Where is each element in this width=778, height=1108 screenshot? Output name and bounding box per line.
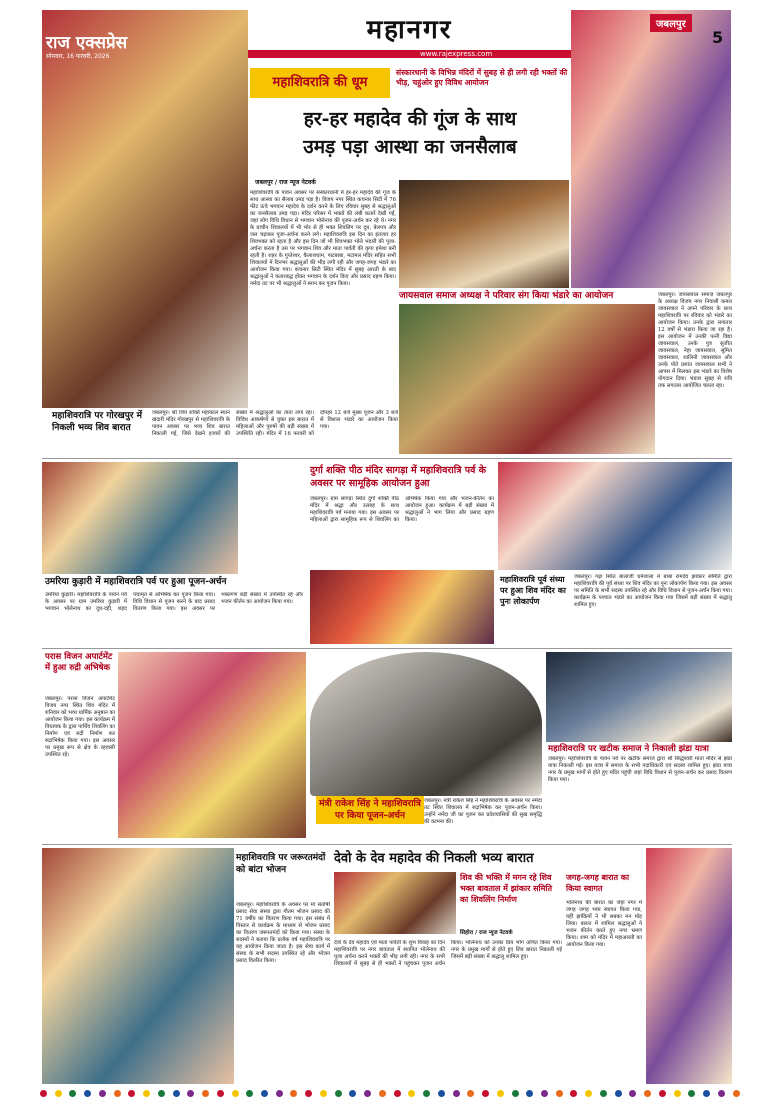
footer-dot (438, 1090, 445, 1097)
jhankar-photo (498, 462, 732, 570)
footer-dot (99, 1090, 106, 1097)
website-url: www.rajexpress.com (420, 50, 493, 58)
shiva-idol-photo (42, 10, 248, 408)
footer-dot (114, 1090, 121, 1097)
footer-dot (187, 1090, 194, 1097)
footer-dot (629, 1090, 636, 1097)
footer-dot (644, 1090, 651, 1097)
devotees-photo (571, 10, 731, 288)
header-rule (248, 50, 571, 58)
footer-dot (55, 1090, 62, 1097)
footer-dot (718, 1090, 725, 1097)
footer-dot (232, 1090, 239, 1097)
divider (42, 458, 732, 459)
page-number: 5 (712, 28, 724, 47)
footer-dot (600, 1090, 607, 1097)
footer-dot (659, 1090, 666, 1097)
footer-dot (69, 1090, 76, 1097)
umariya-photo (42, 462, 238, 574)
footer-dot (453, 1090, 460, 1097)
footer-dot (615, 1090, 622, 1097)
footer-dot (570, 1090, 577, 1097)
footer-dot (290, 1090, 297, 1097)
footer-dot (364, 1090, 371, 1097)
footer-dot (394, 1090, 401, 1097)
footer-dot (158, 1090, 165, 1097)
umariya-body: उमरिया कुड़ारी। महाशिवरात्रि के पावन पर्व के अवसर पर ग्राम उमरिया कुड़ारी में भगवान भोलेनाथ का दूध-दही, शहद पंचामृत से अभिषेक कर पूजन किया गया। विधि विधान से पूजन करने के बाद प्रसाद वितरण किया गया। इस अवसर पर भक्तगण बड़ी संख्या में उपस्थित रहे और भजन कीर्तन का आयोजन किया गया। (45, 592, 303, 612)
divider (42, 844, 732, 845)
footer-dot (379, 1090, 386, 1097)
footer-dot (497, 1090, 504, 1097)
footer-dot (261, 1090, 268, 1097)
footer-dot (246, 1090, 253, 1097)
footer-dot (526, 1090, 533, 1097)
khatik-photo (546, 652, 732, 742)
baraat-body: देवों के देव महादेव एवं माता पार्वती के शुभ विवाह का दिन महाशिवरात्रि पर नगर बावताल में स्थापित भोलेनाथ की पूजा अर्चना करने भक्तों की भीड़ लगी रही। नगर के सभी शिवालयों में सुबह से ही भक्तों ने पहुंचकर पूजन अर्चन किया। भोलेनाथ को उनका प्रिय भोग अर्पित किया गया। नगर के प्रमुख मार्गों से होते हुए शिव बारात निकाली गई जिसमें बड़ी संख्या में श्रद्धालु शामिल हुए। (334, 940, 562, 967)
footer-dot (541, 1090, 548, 1097)
paras-body: जबलपुर। परास विजन अपार्टमेंट विजय नगर स्थित शिव मंदिर में शनिवार को भव्य धार्मिक अनुष्ठान का आयोजन किया गया। इस कार्यक्रम में विधायक के द्वारा पार्थिव शिवलिंग का निर्माण एवं रुद्री निर्माण कर रुद्राभिषेक किया गया। इस अवसर पर प्रमुख रूप से क्षेत्र के रहवासी उपस्थित रहे। (45, 696, 115, 758)
footer-dot (40, 1090, 47, 1097)
bhojan-photo (42, 848, 234, 1084)
minister-photo (310, 652, 542, 796)
footer-dot (335, 1090, 342, 1097)
minister-body: जबलपुर। मंत्री राकेश सिंह ने महाशिवरात्रि के अवसर पर नर्मदा तट स्थित शिवालय में रुद्राभिषेक कर पूजन-अर्चन किया। उन्होंने नर्मदा जी का पूजन कर प्रदेशवासियों की सुख समृद्धि की कामना की। (424, 798, 542, 825)
logo: राज एक्सप्रेस (46, 33, 128, 53)
khatik-caption: महाशिवरात्रि पर खटीक समाज ने निकाली झंडा यात्रा (548, 744, 709, 754)
welcome-head: जगह-जगह बारात का किया स्वागत (566, 872, 630, 893)
footer-dot (143, 1090, 150, 1097)
edition-date: सोमवार, 16 फरवरी, 2026 (46, 53, 110, 60)
section-header (248, 10, 571, 50)
footer-dot (349, 1090, 356, 1097)
footer-dot (128, 1090, 135, 1097)
footer-dot (482, 1090, 489, 1097)
baraat-idol-photo (646, 848, 732, 1084)
durga-headline: दुर्गा शक्ति पीठ मंदिर सागड़ा में महाशिवरात्रि पर्व के अवसर पर सामूहिक आयोजन हुआ (310, 465, 487, 489)
footer-dot (556, 1090, 563, 1097)
footer-dot (84, 1090, 91, 1097)
jhankar-caption: महाशिवरात्रि पूर्व संध्या पर हुआ शिव मंदिर का पुनः लोकार्पण (500, 574, 566, 606)
bhandara-photo (399, 304, 655, 454)
umariya-caption: उमरिया कुड़ारी में महाशिवरात्रि पर्व पर हुआ पूजन-अर्चन (45, 577, 227, 587)
footer-dot (688, 1090, 695, 1097)
paras-photo (118, 652, 306, 838)
minister-caption: मंत्री राकेश सिंह ने महाशिवरात्रि पर किया पूजन-अर्चन (316, 796, 424, 824)
paras-caption: परास विजन अपार्टमेंट में हुआ रुद्री अभिषेक (45, 652, 113, 673)
footer-dot (276, 1090, 283, 1097)
durga-photo (310, 570, 494, 644)
bhojan-body: जबलपुर। महाशिवरात्रि के अवसर पर मां संतोषी प्रसाद सेवा संस्था द्वारा गौतम भोजन प्रसाद की 71 वर्षीय का वितरण किया गया। इस संबंध में विस्तार से कार्यक्रम के माध्यम से भोजन प्रसाद का वितरण जरूरतमंदों को किया गया। संस्था के सदस्यों ने बताया कि प्रत्येक वर्ष महाशिवरात्रि पर यह आयोजन किया जाता है। इस सेवा कार्य में संस्था के सभी सदस्य उपस्थित रहे और भोजन प्रसाद वितरित किया। (236, 902, 330, 964)
baraat-headline: देवो के देव महादेव की निकली भव्य बारात (334, 851, 534, 866)
lead-dateline: जबलपुर / राज न्यूज नेटवर्क (255, 179, 316, 186)
footer-dot (408, 1090, 415, 1097)
khatik-body: जबलपुर। महाशिवरात्रि के पावन पर्व पर खटीक समाज द्वारा श्री सिद्धेश्वरी माता मंदिर से झंडा यात्रा निकाली गई। इस यात्रा में समाज के सभी पदाधिकारी एवं सदस्य शामिल हुए। झंडा यात्रा नगर के प्रमुख मार्गों से होते हुए मंदिर पहुंची जहां विधि विधान से पूजन-अर्चन कर प्रसाद वितरण किया गया। (548, 756, 732, 783)
durga-body: जबलपुर। ग्राम सागड़ा स्थित दुर्गा शक्ति पीठ मंदिर में श्रद्धा और उत्साह के साथ महाशिवरात्रि पर्व मनाया गया। इस अवसर पर महिलाओं द्वारा सामूहिक रूप से शिवलिंग का अभिषेक किया गया और भजन-कीर्तन का आयोजन हुआ। कार्यक्रम में बड़ी संख्या में श्रद्धालुओं ने भाग लिया और प्रसाद ग्रहण किया। (310, 496, 494, 523)
baraat-sub: शिव की भक्ति में मगन रहे शिव भक्त बावताल में झांकार समिति का शिवलिंग निर्माण (460, 872, 553, 904)
gorakhpur-caption: महाशिवरात्रि पर गोरखपुर में निकली भव्य शिव बारात (52, 410, 152, 434)
divider (42, 648, 732, 649)
footer-dot (733, 1090, 740, 1097)
lead-kicker: महाशिवरात्रि की धूम (250, 68, 390, 98)
bhojan-caption: महाशिवरात्रि पर जरूरतमंदों को बांटा भोजन (236, 853, 326, 875)
footer-dot (703, 1090, 710, 1097)
footer-strip (40, 1088, 740, 1098)
footer-dot (202, 1090, 209, 1097)
footer-dot (217, 1090, 224, 1097)
jaiswal-body: जबलपुर। जायसवाल समाज जबलपुर के अध्यक्ष विजय नगर निवासी कमल जायसवाल ने अपने परिवार के साथ महाशिवरात्रि पर रविवार को भंडारे का आयोजन किया। उनके द्वारा लगातार 12 वर्षों से भंडारा किया जा रहा है। इस आयोजन में उनकी पत्नी विद्या जायसवाल, उनके पुत्र सुजीत जायसवाल, नेहा जायसवाल, सुमित जायसवाल, शालिनी जायसवाल और उनके पोते प्रशांत जायसवाल सभी ने आपस में मिलकर इस भंडारे का विशेष योगदान दिया। भंडारा सुबह से रात्रि तक लगातार आयोजित चलता रहा। (658, 292, 732, 389)
footer-dot (674, 1090, 681, 1097)
lead-subhead: संस्कारधानी के विभिन्न मंदिरों में सुबह से ही लगी रही भक्तों की भीड़, चहुंओर हुए विविध आयोजन (396, 68, 568, 87)
baraat-photo (334, 872, 456, 934)
welcome-body: भोलेनाथ की बारात का जहां नगर में जगह जगह भव्य स्वागत किया गया, वहीं झांकियों ने भी सबका मन मोह लिया। बारात में शामिल श्रद्धालुओं ने भजन कीर्तन करते हुए नगर भ्रमण किया। शाम को मंदिर में महाआरती का आयोजन किया गया। (566, 900, 642, 948)
footer-dot (173, 1090, 180, 1097)
city-badge: जबलपुर (650, 14, 692, 32)
lead-headline-2: उमड़ पड़ा आस्था का जनसैलाब (303, 136, 517, 158)
footer-dot (467, 1090, 474, 1097)
jhankar-body: जबलपुर। गढ़ा स्थित बालाजी धर्मशाला में बाबा रामदेव झांकार समिति द्वारा महाशिवरात्रि की पूर्व संध्या पर शिव मंदिर का पुनः लोकार्पण किया गया। इस अवसर पर समिति के सभी सदस्य उपस्थित रहे और विधि विधान से पूजन-अर्चन किया गया। कार्यक्रम के पश्चात भंडारे का आयोजन किया गया जिसमें बड़ी संख्या में श्रद्धालु शामिल हुए। (574, 574, 732, 608)
footer-dot (320, 1090, 327, 1097)
footer-dot (423, 1090, 430, 1097)
lead-body: महाशिवरात्रि के पावन अवसर पर संस्कारधानी में हर-हर महादेव की गूंज के साथ आस्था का सैलाब उमड़ पड़ा है। विजय नगर स्थित कचनार सिटी में 76 फीट ऊंचे भगवान महादेव के दर्शन करने के लिए रविवार सुबह से श्रद्धालुओं का जनसैलाब उमड़ पड़ा। मंदिर परिसर में भक्तों की लंबी कतारें देखी गईं, जहां लोग विधि विधान से भगवान भोलेनाथ की पूजन-अर्चन कर रहे थे। नगर के प्राचीन शिवालयों में भी भोर से ही भक्त शिवलिंग पर दूध, बेलपत्र और जल चढ़ाकर पूजा-अर्चना करने लगे। महाशिवरात्रि इस दिन का इंतजार हर शिवभक्त को रहता है और इस दिन जो भी शिवभक्त भोले भंडारी की पूजा-अर्चना करता है उस पर भगवान शिव और माता पार्वती की कृपा हमेशा बनी रहती है। शहर के गुप्तेश्वर, कैलाशधाम, पाटबाबा, मटामल मंदिर सहित सभी शिवालयों में दिनभर श्रद्धालुओं की भीड़ लगी रही और जगह-जगह भंडारे का आयोजन किया गया। कचनार सिटी स्थित मंदिर में सुबह आरती के बाद श्रद्धालुओं ने कतारबद्ध होकर भगवान के दर्शन किए और प्रसाद ग्रहण किया। नर्मदा तट पर भी श्रद्धालुओं ने स्नान कर पूजन किया। (250, 190, 396, 287)
lead-headline-1: हर-हर महादेव की गूंज के साथ (303, 108, 517, 130)
jaiswal-caption: जायसवाल समाज अध्यक्ष ने परिवार संग किया भंडारे का आयोजन (399, 291, 614, 301)
shivling-photo (399, 180, 569, 288)
baraat-dateline: सिहोरा / राज न्यूज नेटवर्क (460, 930, 513, 936)
footer-dot (305, 1090, 312, 1097)
gorakhpur-body: जबलपुर। श्री शिव शक्ति महाकाल स्थान खंदारी मंदिर गोरखपुर से महाशिवरात्रि के पावन अवसर पर भव्य शिव बारात निकाली गई, जिसे देखने हजारों की संख्या में श्रद्धालुओं का तांता लगा रहा। विविध आकर्षणों से युक्त इस बारात में महिलाओं और पुरुषों की बड़ी संख्या में उपस्थिति रही। मंदिर में 16 फरवरी को दोपहर 12 बजे मुख्य पूजन और 3 बजे से विशाल भंडारे का आयोजन किया गया। (152, 410, 398, 437)
footer-dot (512, 1090, 519, 1097)
footer-dot (585, 1090, 592, 1097)
section-title: महानगर (366, 15, 453, 45)
